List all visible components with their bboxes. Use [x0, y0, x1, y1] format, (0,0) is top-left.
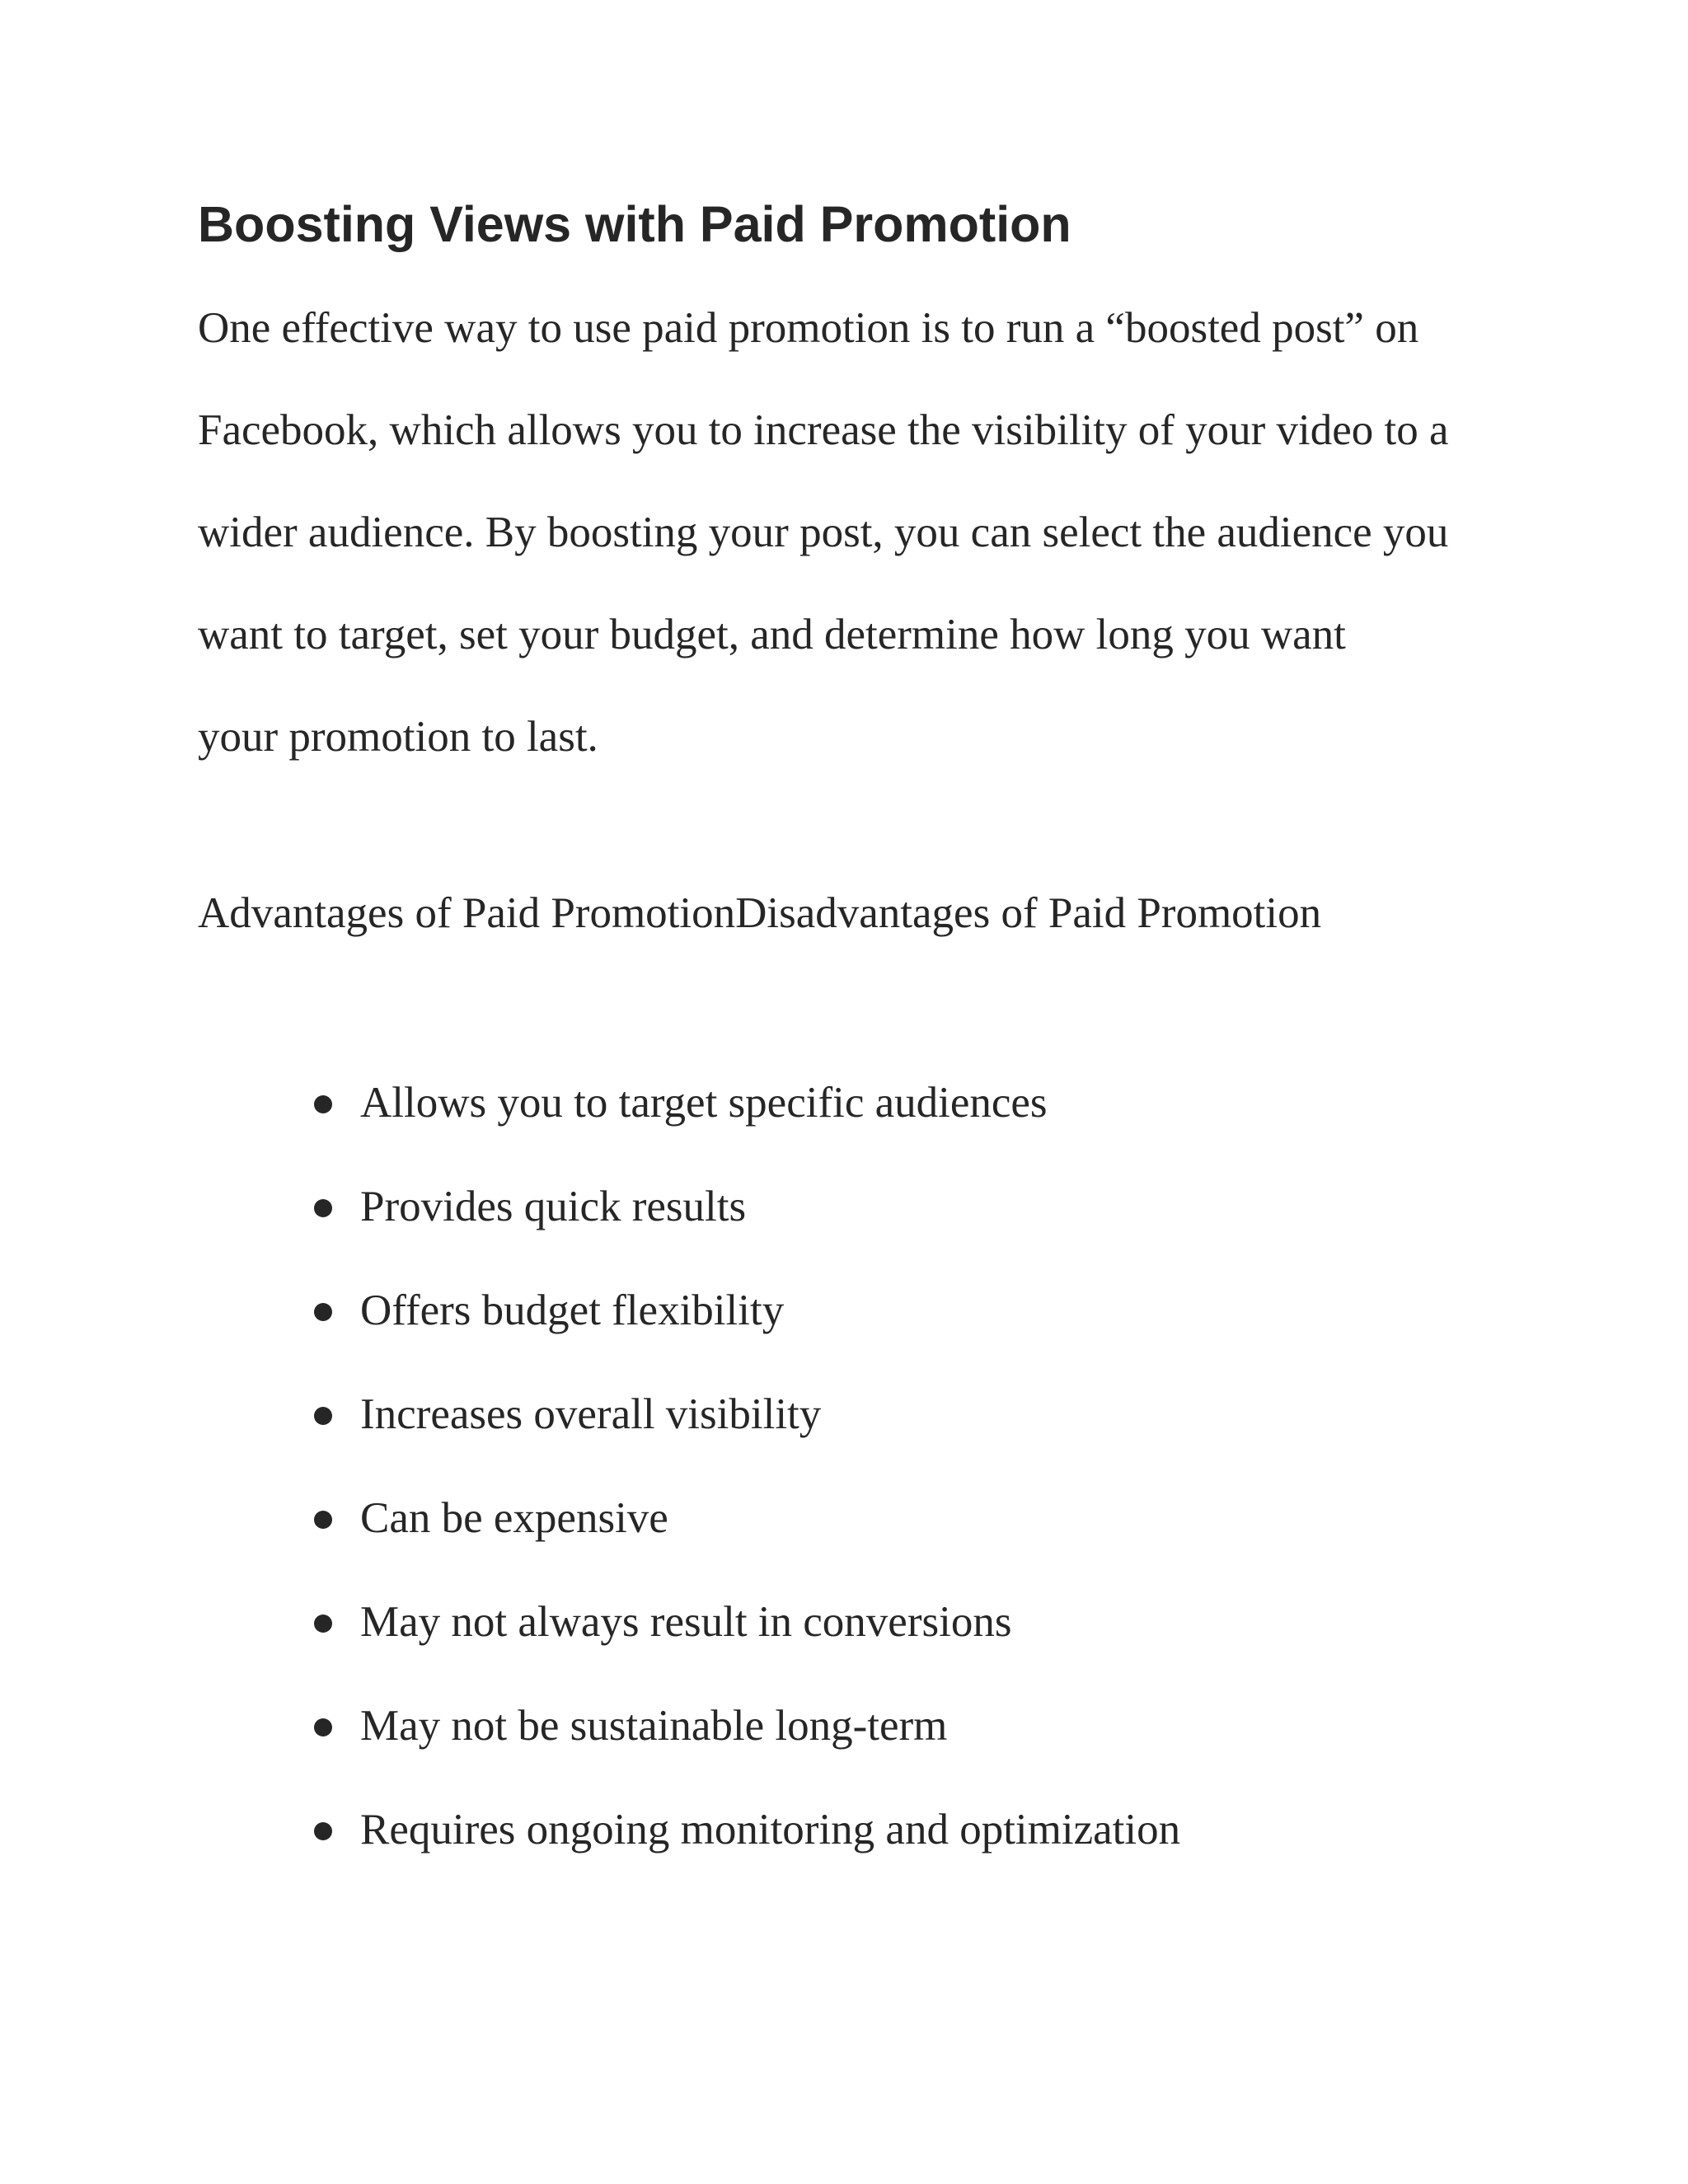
paragraph-line: your promotion to last.	[198, 713, 598, 761]
paragraph-line: One effective way to use paid promotion is to run a “boosted post” on	[198, 304, 1419, 352]
list-item-text: Can be expensive	[360, 1494, 668, 1542]
paragraph-line: want to target, set your budget, and determine how long you want	[198, 611, 1346, 658]
list-item-text: Increases overall visibility	[360, 1390, 822, 1438]
bullet-icon	[314, 1303, 332, 1321]
bullet-icon	[314, 1407, 332, 1425]
bullet-icon	[314, 1822, 332, 1840]
disadvantages-header: Disadvantages of Paid Promotion	[735, 889, 1322, 937]
list-item-text: May not be sustainable long-term	[360, 1702, 948, 1750]
paragraph-line: wider audience. By boosting your post, you can select the audience you	[198, 509, 1449, 556]
advantages-header: Advantages of Paid Promotion	[198, 889, 736, 937]
bullet-icon	[314, 1511, 332, 1529]
bullet-icon	[314, 1718, 332, 1736]
list-item-text: Allows you to target specific audiences	[360, 1079, 1048, 1127]
list-item-text: May not always result in conversions	[360, 1598, 1012, 1646]
intro-paragraph	[198, 277, 1550, 788]
list-item-text: Provides quick results	[360, 1183, 747, 1230]
list-item-text: Requires ongoing monitoring and optimization	[360, 1806, 1181, 1854]
paragraph-line: Facebook, which allows you to increase the visibility of your video to a	[198, 406, 1449, 454]
bullet-icon	[314, 1199, 332, 1217]
list-item-text: Offers budget flexibility	[360, 1286, 785, 1334]
bullet-icon	[314, 1615, 332, 1633]
page-title: Boosting Views with Paid Promotion	[198, 196, 1071, 252]
bullet-icon	[314, 1095, 332, 1113]
comparison-header	[198, 880, 1321, 946]
